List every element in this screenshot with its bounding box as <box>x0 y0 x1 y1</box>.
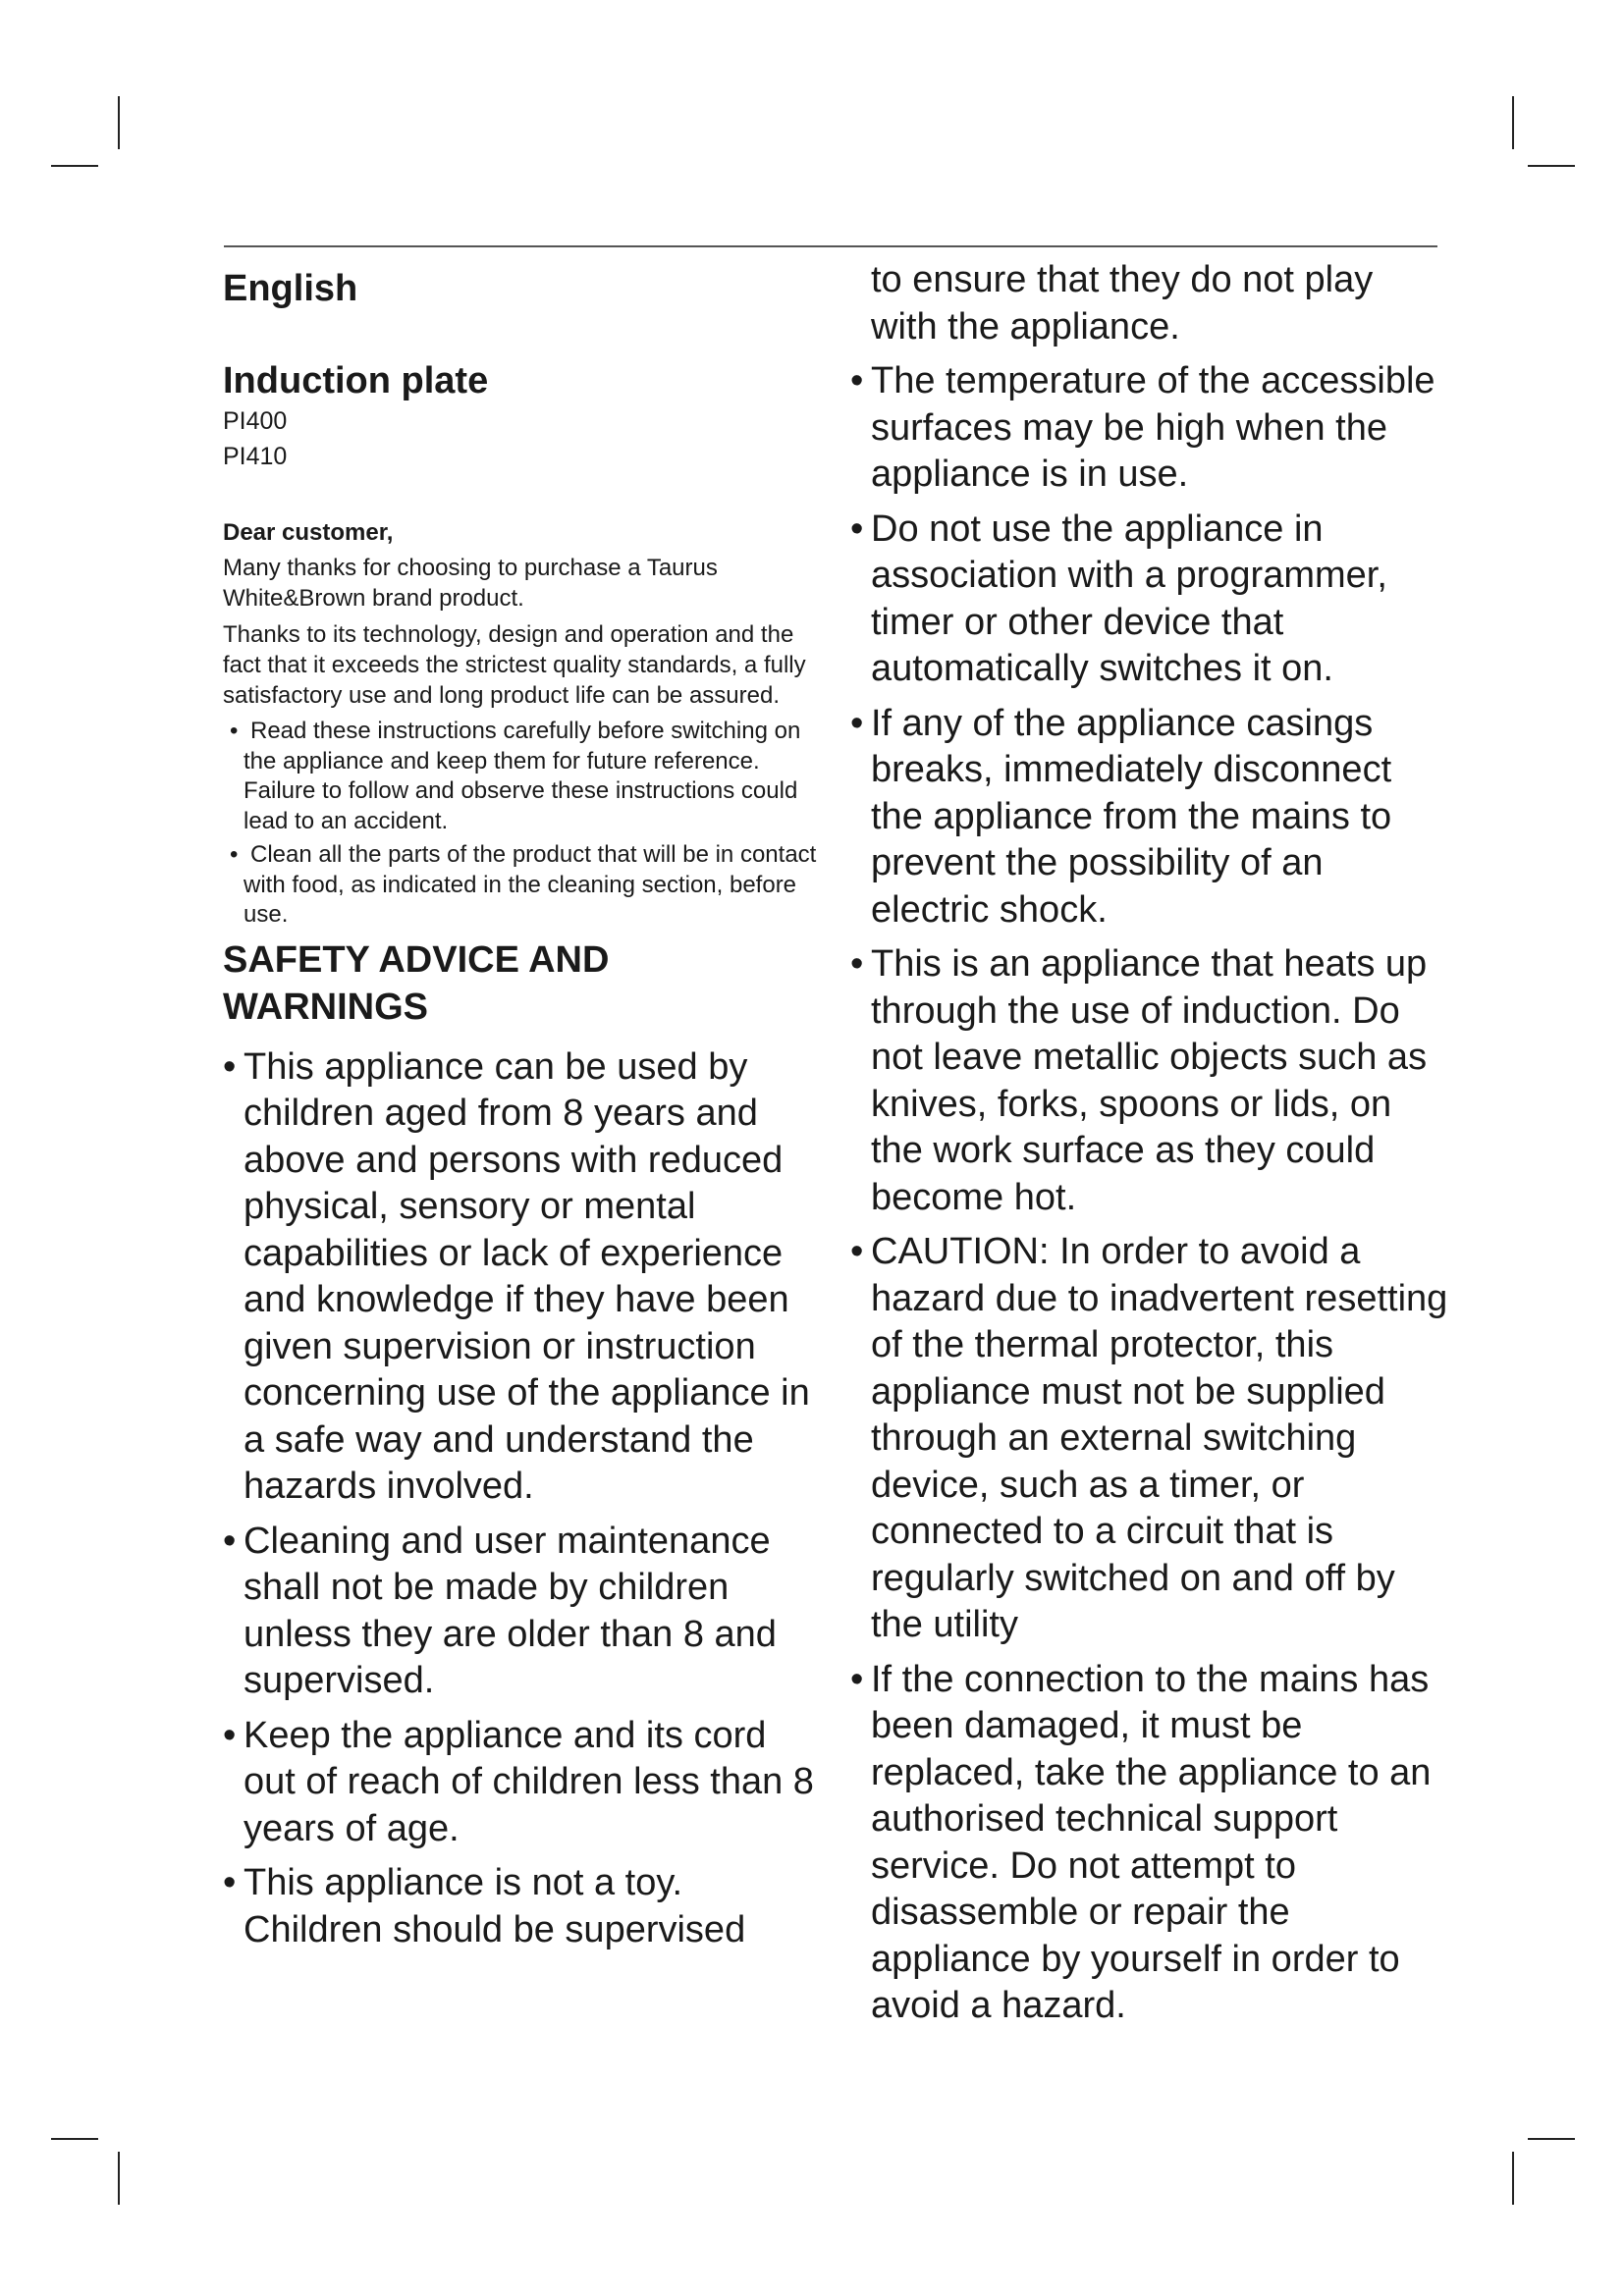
safety-list-right <box>850 358 1449 2030</box>
model-number: PI400 <box>223 407 288 436</box>
continued-text: to ensure that they do not play with the appliance. <box>871 259 1374 347</box>
intro-paragraph: Many thanks for choosing to purchase a Taurus White&Brown brand product. <box>223 555 718 613</box>
list-item: • Cleaning and user maintenance shall not be made by children unless they are older than 8 and supervised. <box>223 1520 777 1702</box>
product-title: Induction plate <box>223 359 489 401</box>
right-column <box>850 257 1449 2038</box>
list-item: • This appliance is not a toy. Children should be supervised <box>223 1862 746 1950</box>
list-item: • CAUTION: In order to avoid a hazard due to inadvertent resetting of the thermal protector, this appliance must not be supplied through an external switching device, such as a timer, or connected to a circuit that is regularly switched on and off by the utility <box>850 1231 1448 1645</box>
intro-bullet-list <box>223 717 822 931</box>
crop-mark <box>51 165 98 167</box>
crop-mark <box>118 2152 120 2205</box>
greeting: Dear customer, <box>223 519 394 547</box>
crop-mark <box>1512 96 1514 149</box>
model-number: PI410 <box>223 443 288 471</box>
header-rule <box>224 245 1437 247</box>
crop-mark <box>1512 2152 1514 2205</box>
section-heading: SAFETY ADVICE AND WARNINGS <box>223 938 610 1028</box>
list-item: • This is an appliance that heats up through the use of induction. Do not leave metallic objects such as knives, forks, spoons or lids, on the work surface as they could become hot. <box>850 943 1428 1218</box>
language-label: English <box>223 268 358 309</box>
left-column <box>223 257 822 1961</box>
crop-mark <box>51 2138 98 2140</box>
list-item: • Do not use the appliance in association with a programmer, timer or other device that automatically switches it on. <box>850 507 1387 689</box>
list-item: • The temperature of the accessible surfaces may be high when the appliance is in use. <box>850 360 1435 495</box>
safety-list-left <box>223 1044 822 1954</box>
list-item: • Read these instructions carefully before switching on the appliance and keep them for future reference. Failure to follow and observe these instructions could lead to an accident. <box>230 718 801 834</box>
list-item: • If the connection to the mains has been damaged, it must be replaced, take the appliance to an authorised technical support service. Do not attempt to disassemble or repair the appliance by yourself in order to avoid a hazard. <box>850 1658 1432 2026</box>
list-item: • This appliance can be used by children aged from 8 years and above and persons with reduced physical, sensory or mental capabilities or lack of experience and knowledge if they have been given supervision or instruction concerning use of the appliance in a safe way and understand the hazards involved. <box>223 1045 810 1508</box>
intro-paragraph: Thanks to its technology, design and operation and the fact that it exceeds the strictest quality standards, a fully satisfactory use and long product life can be assured. <box>223 621 806 710</box>
crop-mark <box>118 96 120 149</box>
list-item: • Clean all the parts of the product that will be in contact with food, as indicated in the cleaning section, before use. <box>230 841 817 929</box>
crop-mark <box>1528 165 1575 167</box>
crop-mark <box>1528 2138 1575 2140</box>
list-item: • Keep the appliance and its cord out of reach of children less than 8 years of age. <box>223 1714 814 1849</box>
list-item: • If any of the appliance casings breaks, immediately disconnect the appliance from the mains to prevent the possibility of an electric shock. <box>850 702 1392 931</box>
